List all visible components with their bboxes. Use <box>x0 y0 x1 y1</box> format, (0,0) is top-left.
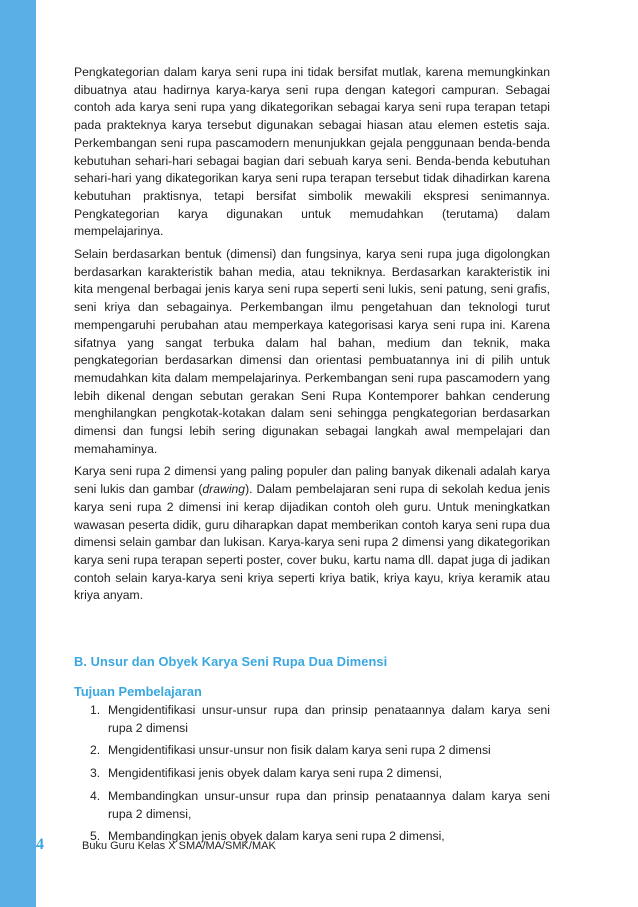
body-text <box>74 64 550 610</box>
objective-item <box>74 788 550 823</box>
learning-objectives-heading: Tujuan Pembelajaran <box>74 684 202 699</box>
objective-text: Membandingkan unsur-unsur rupa dan prinsip penataannya dalam karya seni rupa 2 dimensi, <box>108 788 550 821</box>
paragraph-3 <box>74 463 550 605</box>
objectives-list <box>74 702 550 851</box>
paragraph-2: Selain berdasarkan bentuk (dimensi) dan fungsinya, karya seni rupa juga digolongkan berdasarkan karakteristik bahan media, atau tekniknya. Berdasarkan karakteristik ini kita mengenal berbagai jenis karya seni rupa seperti seni lukis, seni patung, seni grafis, seni kriya dan sebagainya. Perkembangan ilmu pengetahuan dan teknologi turut mempengaruhi perubahan atau memperkaya kategorisasi karya seni rupa ini. Karena sifatnya yang sangat terbuka dalam hal bahan, medium dan teknik, maka pengkategorian berdasarkan dimensi dan orientasi pembuatannya ini di pilih untuk memudahkan kita dalam mempelajarinya. Perkembangan seni rupa pascamodern yang lebih dikenal dengan sebutan gerakan Seni Rupa Kontemporer bahkan cenderung menghilangkan pengkotak-kotakan dalam seni sehingga pengkategorian berdasarkan dimensi dan fungsi lebih sering digunakan sebagai langkah awal mempelajari dan memahaminya. <box>74 247 550 456</box>
objective-item <box>74 765 550 783</box>
book-title: Buku Guru Kelas X SMA/MA/SMK/MAK <box>82 840 276 852</box>
page-number: 4 <box>36 836 44 853</box>
section-heading: B. Unsur dan Obyek Karya Seni Rupa Dua Dimensi <box>74 654 388 669</box>
objective-text: Mengidentifikasi jenis obyek dalam karya seni rupa 2 dimensi, <box>108 766 442 781</box>
objective-item <box>74 742 550 760</box>
objective-number: 4. <box>90 788 101 803</box>
objective-text: Membandingkan jenis obyek dalam karya seni rupa 2 dimensi, <box>108 829 445 844</box>
paragraph-3-italic: drawing <box>202 482 246 497</box>
objective-number: 5. <box>90 829 101 844</box>
objective-text: Mengidentifikasi unsur-unsur rupa dan prinsip penataannya dalam karya seni rupa 2 dimensi <box>108 703 550 735</box>
objective-number: 2. <box>90 743 101 758</box>
objective-number: 1. <box>90 703 101 717</box>
paragraph-3-part-1: Karya seni rupa 2 dimensi yang paling populer dan paling banyak dikenali adalah karya seni lukis dan gambar ( <box>74 464 550 497</box>
objective-number: 3. <box>90 766 101 781</box>
objective-text: Mengidentifikasi unsur-unsur non fisik dalam karya seni rupa 2 dimensi <box>108 743 491 758</box>
objective-item <box>74 702 550 737</box>
page-side-band <box>0 0 36 907</box>
paragraph-3-part-2: ). Dalam pembelajaran seni rupa di sekolah kedua jenis karya seni rupa 2 dimensi ini kerap dijadikan contoh oleh guru. Untuk meningkatkan wawasan peserta didik, guru diharapkan dapat memberikan contoh karya seni rupa dua dimensi selain gambar dan lukisan. Karya-karya seni rupa 2 dimensi yang dikategorikan karya seni rupa terapan seperti poster, cover buku, kartu nama dll. dapat juga di jadikan contoh selain karya-karya seni kriya seperti kriya batik, kriya kayu, kriya keramik atau kriya anyam. <box>74 482 551 603</box>
paragraph-1: Pengkategorian dalam karya seni rupa ini tidak bersifat mutlak, karena memungkinkan dibuatnya atau hadirnya karya-karya seni rupa dengan kategori campuran. Sebagai contoh ada karya seni rupa yang dikategorikan sebagai karya seni rupa terapan tetapi pada prakteknya karya tersebut digunakan sebagai hiasan atau elemen estetis saja. Perkembangan seni rupa pascamodern menunjukkan gejala penggunaan benda-benda kebutuhan sehari-hari sebagai bagian dari sebuah karya seni. Benda-benda kebutuhan sehari-hari yang dikategorikan karya seni rupa terapan tersebut tidak dihadirkan karena kebutuhan praktisnya, tetapi bersifat simbolik mewakili ekspresi senimannya. Pengkategorian karya digunakan untuk memudahkan (terutama) dalam mempelajarinya. <box>74 65 550 239</box>
